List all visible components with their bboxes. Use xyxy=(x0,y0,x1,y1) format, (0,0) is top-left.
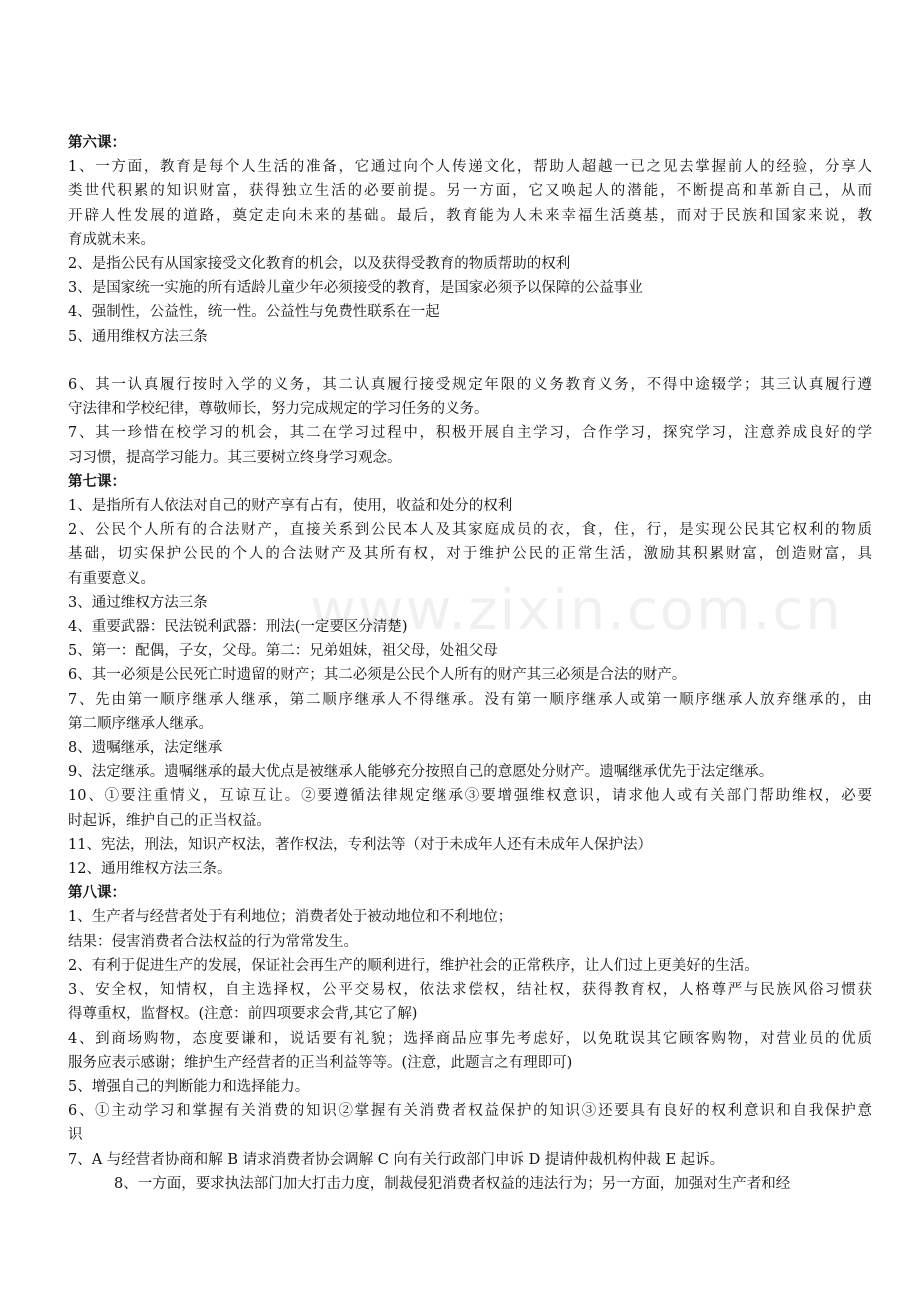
text-line: 5、增强自己的判断能力和选择能力。 xyxy=(68,1078,310,1095)
text-line: 9、法定继承。遗嘱继承的最大优点是被继承人能够充分按照自己的意愿处分财产。遗嘱继承优先于法定继承。 xyxy=(68,764,774,781)
text-line: 1、是指所有人依法对自己的财产享有占有，使用，收益和处分的权利 xyxy=(68,498,513,515)
text-line: 4、重要武器：民法锐利武器：刑法(一定要区分清楚) xyxy=(68,619,408,636)
text-line: 1、一方面，教育是每个人生活的准备，它通过向个人传递文化，帮助人超越一已之见去掌握前人的经验，分享人 xyxy=(68,159,872,176)
text-line: 1、生产者与经营者处于有利地位；消费者处于被动地位和不利地位； xyxy=(68,909,513,926)
text-line: 习习惯，提高学习能力。其三要树立终身学习观念。 xyxy=(68,449,402,466)
text-line: 得尊重权，监督权。(注意：前四项要求会背,其它了解) xyxy=(68,1006,418,1023)
text-line: 有重要意义。 xyxy=(68,570,155,587)
text-line: 8、一方面，要求执法部门加大打击力度，制裁侵犯消费者权益的违法行为；另一方面，加强对生产者和经 xyxy=(114,1175,791,1192)
text-line: 4、强制性，公益性，统一性。公益性与免费性联系在一起 xyxy=(68,304,440,321)
text-line: 2、有利于促进生产的发展，保证社会再生产的顺利进行，维护社会的正常秩序，让人们过上更美好的生活。 xyxy=(68,957,759,974)
section-heading: 第七课： xyxy=(68,473,126,490)
text-line: 基础，切实保护公民的个人的合法财产及其所有权，对于维护公民的正常生活，激励其积累财富，创造财富，具 xyxy=(68,546,872,563)
text-line: 5、通用维权方法三条 xyxy=(68,328,208,345)
text-line: 5、第一：配偶，子女，父母。第二：兄弟姐妹，祖父母，处祖父母 xyxy=(68,643,498,660)
blank-line xyxy=(68,349,872,373)
text-line: 第二顺序继承人继承。 xyxy=(68,715,213,732)
text-line: 3、安全权，知情权，自主选择权，公平交易权，依法求偿权，结社权，获得教育权，人格尊严与民族风俗习惯获 xyxy=(68,982,872,999)
text-line: 3、通过维权方法三条 xyxy=(68,594,208,611)
text-line: 时起诉，维护自己的正当权益。 xyxy=(68,812,271,829)
text-line: 6、其一必须是公民死亡时遗留的财产；其二必须是公民个人所有的财产其三必须是合法的财产。 xyxy=(68,667,687,684)
text-line: 2、公民个人所有的合法财产，直接关系到公民本人及其家庭成员的衣，食，住，行，是实现公民其它权利的物质 xyxy=(68,522,872,539)
document-body xyxy=(68,131,872,1196)
text-line: 7、A 与经营者协商和解 B 请求消费者协会调解 C 向有关行政部门申诉 D 提请仲裁机构仲裁 E 起诉。 xyxy=(68,1151,725,1168)
text-line: 开辟人性发展的道路，奠定走向未来的基础。最后，教育能为人未来幸福生活奠基，而对于民族和国家来说，教 xyxy=(68,207,872,224)
text-line: 育成就未来。 xyxy=(68,231,155,248)
watermark: www.zixin.com.cn xyxy=(310,578,843,643)
text-line: 3、是国家统一实施的所有适龄儿童少年必须接受的教育，是国家必须予以保障的公益事业 xyxy=(68,280,643,297)
text-line: 11、宪法，刑法，知识产权法，著作权法，专利法等（对于未成年人还有未成年人保护法） xyxy=(68,836,652,853)
text-line: 2、是指公民有从国家接受文化教育的机会，以及获得受教育的物质帮助的权利 xyxy=(68,256,571,273)
text-line: 10、①要注重情义，互谅互让。②要遵循法律规定继承③要增强维权意识，请求他人或有关部门帮助维权，必要 xyxy=(68,788,872,805)
section-heading: 第六课： xyxy=(68,135,126,151)
text-line: 6、其一认真履行按时入学的义务，其二认真履行接受规定年限的义务教育义务，不得中途辍学；其三认真履行遵 xyxy=(68,377,872,394)
text-line: 7、先由第一顺序继承人继承，第二顺序继承人不得继承。没有第一顺序继承人或第一顺序继承人放弃继承的，由 xyxy=(68,691,872,708)
section-heading: 第八课： xyxy=(68,885,126,902)
text-line: 12、通用维权方法三条。 xyxy=(68,861,232,878)
text-line: 结果：侵害消费者合法权益的行为常常发生。 xyxy=(68,933,358,950)
text-line: 服务应表示感谢；维护生产经营者的正当利益等等。(注意，此题言之有理即可) xyxy=(68,1054,573,1071)
text-line: 识 xyxy=(68,1127,83,1144)
text-line: 8、遗嘱继承，法定继承 xyxy=(68,740,223,757)
text-line: 类世代积累的知识财富，获得独立生活的必要前提。另一方面，它又唤起人的潜能，不断提高和革新自己，从而 xyxy=(68,183,872,200)
text-line: 7、其一珍惜在校学习的机会，其二在学习过程中，积极开展自主学习，合作学习，探究学习，注意养成良好的学 xyxy=(68,425,872,442)
text-line: 守法律和学校纪律，尊敬师长，努力完成规定的学习任务的义务。 xyxy=(68,401,489,418)
text-line: 6、①主动学习和掌握有关消费的知识②掌握有关消费者权益保护的知识③还要具有良好的权利意识和自我保护意 xyxy=(68,1103,872,1120)
text-line: 4、到商场购物，态度要谦和，说话要有礼貌；选择商品应事先考虑好，以免耽误其它顾客购物，对营业员的优质 xyxy=(68,1030,872,1047)
